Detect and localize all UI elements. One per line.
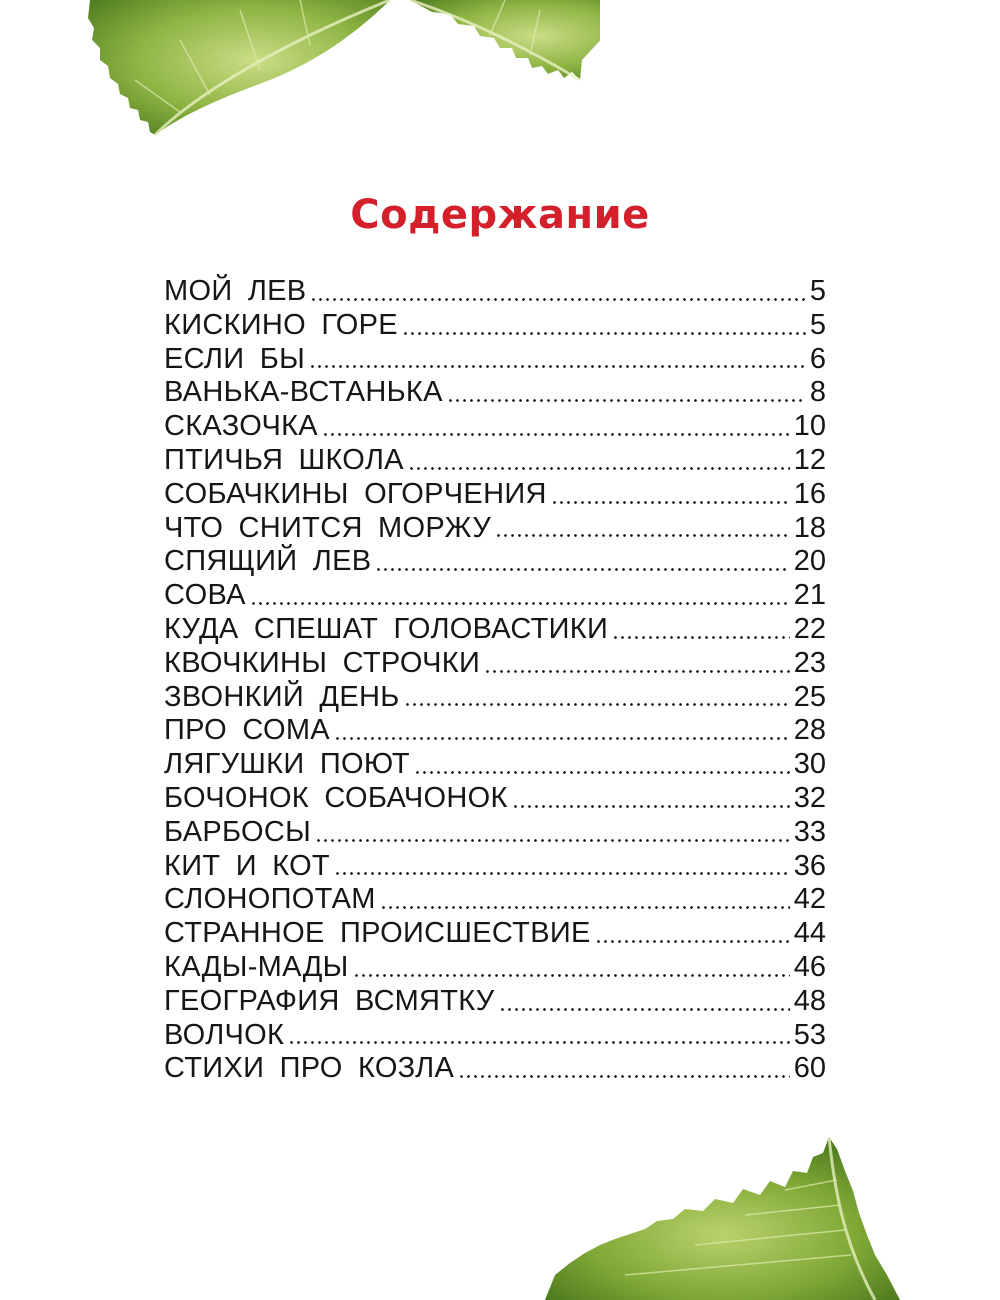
toc-entry-title: СЛОНОПОТАМ: [164, 883, 376, 916]
toc-entry-page-number: 8: [809, 376, 826, 409]
dot-leader: [551, 478, 790, 512]
toc-entry-title: СТИХИ ПРО КОЗЛА: [164, 1052, 455, 1085]
dot-leader: [612, 613, 790, 647]
toc-entry: [164, 512, 826, 546]
table-of-contents: [164, 275, 826, 1086]
toc-entry-title: ПТИЧЬЯ ШКОЛА: [164, 443, 404, 476]
dot-leader: [595, 917, 790, 951]
toc-entry-page-number: 33: [793, 815, 826, 848]
toc-entry-page-number: 12: [793, 443, 826, 476]
toc-entry-page-number: 5: [809, 308, 826, 341]
toc-entry: [164, 410, 826, 444]
toc-entry-title: СПЯЩИЙ ЛЕВ: [164, 545, 372, 578]
toc-entry: [164, 343, 826, 377]
toc-entry-title: СОВА: [164, 579, 246, 612]
toc-entry-title: КИСКИНО ГОРЕ: [164, 308, 398, 341]
toc-entry-title: ВОЛЧОК: [164, 1018, 285, 1051]
toc-entry-page-number: 5: [809, 275, 826, 307]
toc-entry-page-number: 25: [793, 680, 826, 713]
toc-entry-title: КИТ И КОТ: [164, 849, 330, 882]
toc-entry: [164, 681, 826, 715]
toc-entry-title: ВАНЬКА-ВСТАНЬКА: [164, 376, 443, 409]
toc-entry-page-number: 23: [793, 646, 826, 679]
toc-entry-page-number: 36: [793, 849, 826, 882]
toc-entry-page-number: 10: [793, 410, 826, 443]
toc-entry: [164, 1019, 826, 1053]
toc-entry-title: СОБАЧКИНЫ ОГОРЧЕНИЯ: [164, 477, 547, 510]
dot-leader: [447, 376, 806, 410]
toc-entry-title: КАДЫ-МАДЫ: [164, 950, 349, 983]
toc-entry-page-number: 6: [809, 342, 826, 375]
toc-entry-title: ПРО СОМА: [164, 714, 330, 747]
toc-entry: [164, 782, 826, 816]
toc-entry: [164, 714, 826, 748]
toc-entry-page-number: 32: [793, 781, 826, 814]
toc-entry: [164, 376, 826, 410]
dot-leader: [402, 309, 806, 343]
dot-leader: [499, 985, 790, 1019]
toc-entry-page-number: 16: [793, 477, 826, 510]
toc-entry: [164, 613, 826, 647]
toc-entry: [164, 951, 826, 985]
dot-leader: [380, 883, 790, 917]
dot-leader: [288, 1019, 790, 1053]
dot-leader: [414, 748, 790, 782]
toc-entry-title: ЧТО СНИТСЯ МОРЖУ: [164, 511, 492, 544]
toc-entry: [164, 309, 826, 343]
toc-entry-page-number: 48: [793, 984, 826, 1017]
birch-leaf-icon: [60, 0, 600, 150]
toc-entry-title: ЛЯГУШКИ ПОЮТ: [164, 748, 410, 781]
toc-entry-page-number: 22: [793, 612, 826, 645]
toc-entry: [164, 917, 826, 951]
toc-entry-page-number: 28: [793, 714, 826, 747]
dot-leader: [334, 714, 790, 748]
toc-entry-title: КВОЧКИНЫ СТРОЧКИ: [164, 646, 481, 679]
toc-entry: [164, 545, 826, 579]
toc-entry: [164, 444, 826, 478]
toc-entry: [164, 883, 826, 917]
toc-entry-title: СКАЗОЧКА: [164, 410, 318, 443]
toc-entry-page-number: 44: [793, 917, 826, 950]
toc-entry-page-number: 42: [793, 883, 826, 916]
toc-entry-page-number: 18: [793, 511, 826, 544]
toc-entry-title: ГЕОГРАФИЯ ВСМЯТКУ: [164, 984, 495, 1017]
toc-entry: [164, 275, 826, 309]
toc-entry-title: ЕСЛИ БЫ: [164, 342, 306, 375]
dot-leader: [484, 647, 790, 681]
toc-entry-page-number: 60: [793, 1052, 826, 1085]
toc-entry: [164, 1052, 826, 1086]
toc-entry: [164, 748, 826, 782]
toc-entry-page-number: 46: [793, 950, 826, 983]
toc-entry-title: МОЙ ЛЕВ: [164, 275, 307, 307]
toc-entry-title: СТРАННОЕ ПРОИСШЕСТВИЕ: [164, 917, 591, 950]
page-title: Содержание: [350, 192, 650, 238]
dot-leader: [334, 850, 790, 884]
dot-leader: [310, 275, 805, 309]
dot-leader: [353, 951, 790, 985]
toc-entry: [164, 579, 826, 613]
toc-entry-page-number: 21: [793, 579, 826, 612]
toc-entry-page-number: 30: [793, 748, 826, 781]
toc-entry-page-number: 20: [793, 545, 826, 578]
dot-leader: [250, 579, 790, 613]
dot-leader: [309, 343, 806, 377]
toc-entry-title: БАРБОСЫ: [164, 815, 312, 848]
dot-leader: [495, 512, 790, 546]
dot-leader: [458, 1052, 790, 1086]
dot-leader: [322, 410, 790, 444]
toc-entry: [164, 850, 826, 884]
toc-entry-title: БОЧОНОК СОБАЧОНОК: [164, 781, 508, 814]
dot-leader: [315, 816, 790, 850]
toc-entry: [164, 816, 826, 850]
toc-entry: [164, 985, 826, 1019]
dot-leader: [404, 681, 790, 715]
toc-entry-title: КУДА СПЕШАТ ГОЛОВАСТИКИ: [164, 612, 609, 645]
birch-leaf-icon: [545, 1135, 915, 1300]
toc-entry-title: ЗВОНКИЙ ДЕНЬ: [164, 680, 400, 713]
dot-leader: [375, 545, 789, 579]
dot-leader: [512, 782, 790, 816]
toc-entry-page-number: 53: [793, 1018, 826, 1051]
toc-entry: [164, 478, 826, 512]
toc-entry: [164, 647, 826, 681]
dot-leader: [408, 444, 790, 478]
